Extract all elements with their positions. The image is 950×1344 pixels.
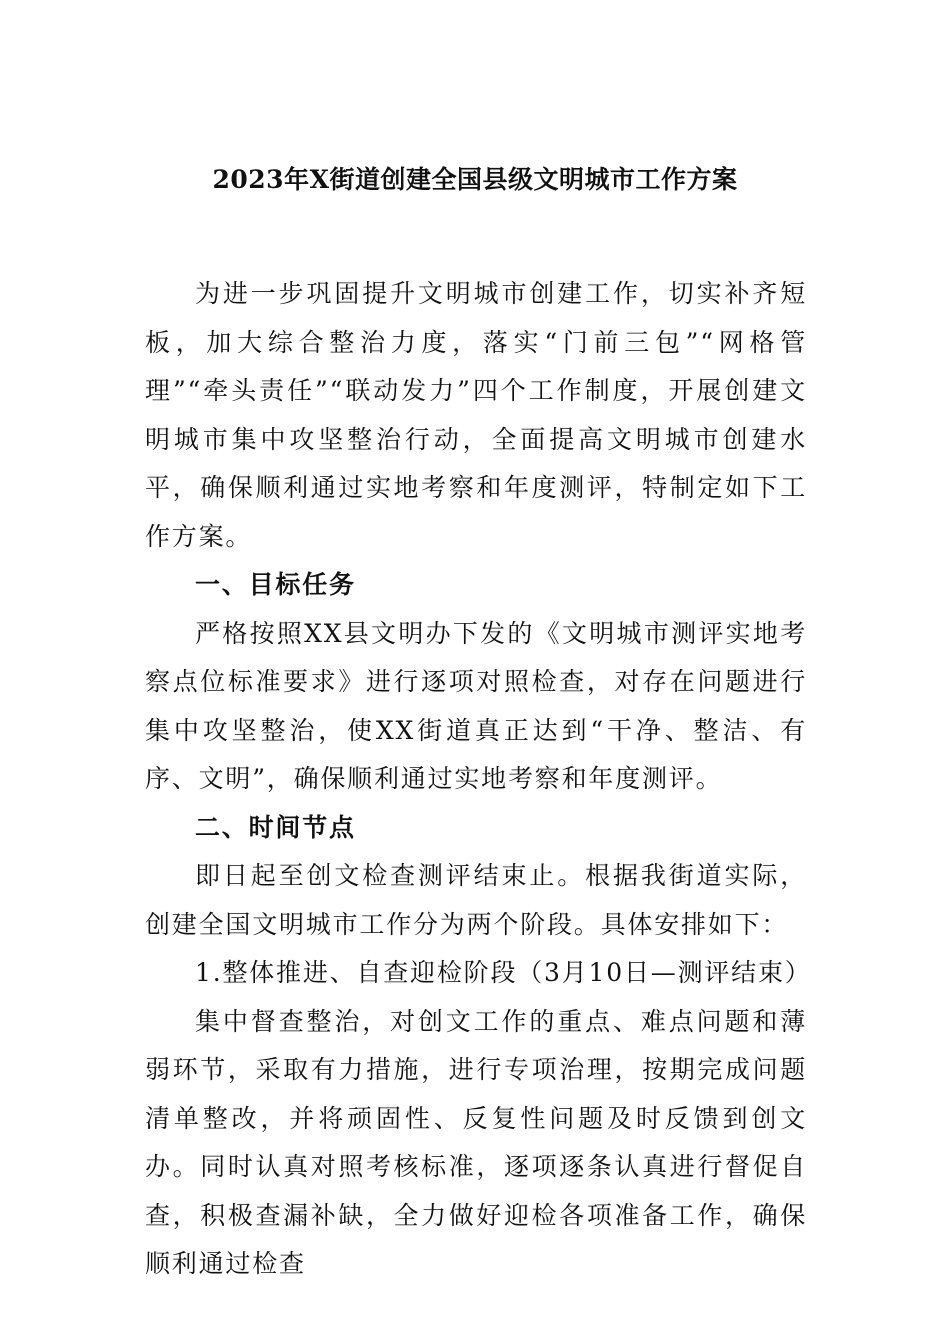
stage-one-heading: 1.整体推进、自查迎检阶段（3月10日—测评结束） [195, 958, 812, 987]
section-heading-goals: 一、目标任务 [195, 570, 356, 599]
intro-paragraph: 为进一步巩固提升文明城市创建工作，切实补齐短板，加大综合整治力度，落实“门前三包”“网格管理”“牵头责任”“联动发力”四个工作制度，开展创建文明城市集中攻坚整治行动，全面提高文明城市创建水平，确保顺利通过实地考察和年度测评，特制定如下工作方案。 [145, 279, 807, 551]
section-heading-timeline: 二、时间节点 [195, 812, 356, 842]
timeline-paragraph: 即日起至创文检查测评结束止。根据我街道实际，创建全国文明城市工作分为两个阶段。具体安排如下： [145, 861, 807, 939]
document-title: 2023年X街道创建全国县级文明城市工作方案 [212, 165, 738, 194]
goals-paragraph: 严格按照XX县文明办下发的《文明城市测评实地考察点位标准要求》进行逐项对照检查，对存在问题进行集中攻坚整治，使XX街道真正达到“干净、整洁、有序、文明”，确保顺利通过实地考察和年度测评。 [145, 618, 807, 793]
document-body [145, 270, 812, 1289]
stage-one-paragraph: 集中督查整治，对创文工作的重点、难点问题和薄弱环节，采取有力措施，进行专项治理，按期完成问题清单整改，并将顽固性、反复性问题及时反馈到创文办。同时认真对照考核标准，逐项逐条认真进行督促自查，积极查漏补缺，全力做好迎检各项准备工作，确保顺利通过检查 [145, 1006, 807, 1278]
